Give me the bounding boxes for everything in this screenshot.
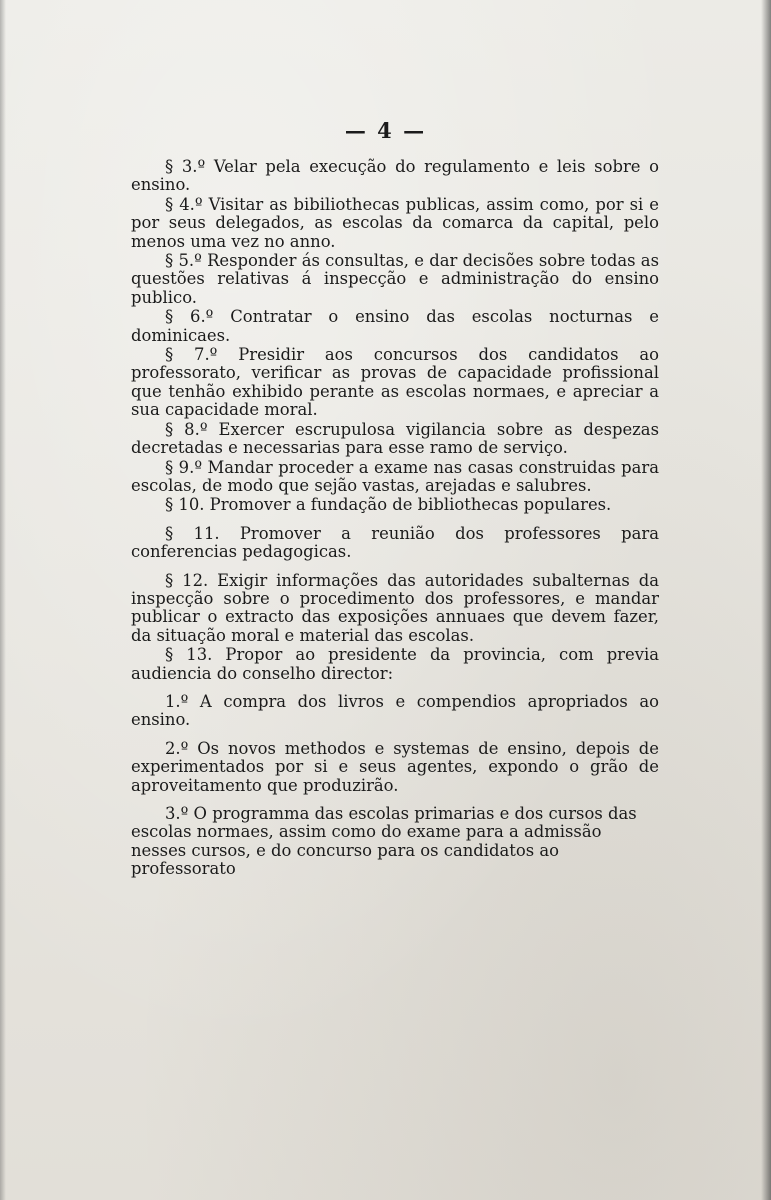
paragraph-section-7: § 7.º Presidir aos concursos dos candidatos ao professorato, verificar as provas de capacidade profissional que tenhão exhibido perante as escolas normaes, e apreciar a sua capacidade moral. — [131, 345, 659, 420]
paragraph-section-12: § 12. Exigir informações das autoridades subalternas da inspecção sobre o procedimento dos professores, e mandar publicar o extracto das exposições annuaes que devem fazer, da situação moral e material das escolas. — [131, 570, 659, 645]
paragraph-section-8: § 8.º Exercer escrupulosa vigilancia sobre as despezas decretadas e necessarias para esse ramo de serviço. — [131, 419, 659, 458]
paragraph-section-11: § 11. Promover a reunião dos professores para conferencias pedagogicas. — [131, 523, 659, 562]
paragraph-section-10: § 10. Promover a fundação de bibliothecas populares. — [165, 495, 612, 515]
paragraph-item-3: 3.º O programma das escolas primarias e dos cursos das escolas normaes, assim como do exame para a admissão nesses cursos, e do concurso para os candidatos ao professorato — [131, 804, 637, 879]
paragraph-section-6: § 6.º Contratar o ensino das escolas nocturnas e dominicaes. — [131, 307, 659, 345]
document-body — [131, 158, 659, 879]
paragraph-item-2: 2.º Os novos methodos e systemas de ensino, depois de experimentados por si e seus agentes, expondo o grão de aproveitamento que produzirão. — [131, 738, 659, 795]
paragraph-section-5: § 5.º Responder ás consultas, e dar decisões sobre todas as questões relativas á inspecção e administração do ensino publico. — [131, 251, 659, 307]
paragraph-item-1: 1.º A compra dos livros e compendios apropriados ao ensino. — [131, 691, 659, 730]
paragraph-section-4: § 4.º Visitar as bibiliothecas publicas, assim como, por si e por seus delegados, as escolas da comarca da capital, pelo menos uma vez no anno. — [131, 194, 659, 251]
paragraph-section-3: § 3.º Velar pela execução do regulamento e leis sobre o ensino. — [131, 157, 659, 195]
paragraph-section-13: § 13. Propor ao presidente da provincia, com previa audiencia do conselho director: — [131, 645, 659, 683]
paragraph-section-9: § 9.º Mandar proceder a exame nas casas construidas para escolas, de modo que sejão vastas, arejadas e salubres. — [131, 457, 659, 495]
page-number: — 4 — — [344, 118, 427, 143]
